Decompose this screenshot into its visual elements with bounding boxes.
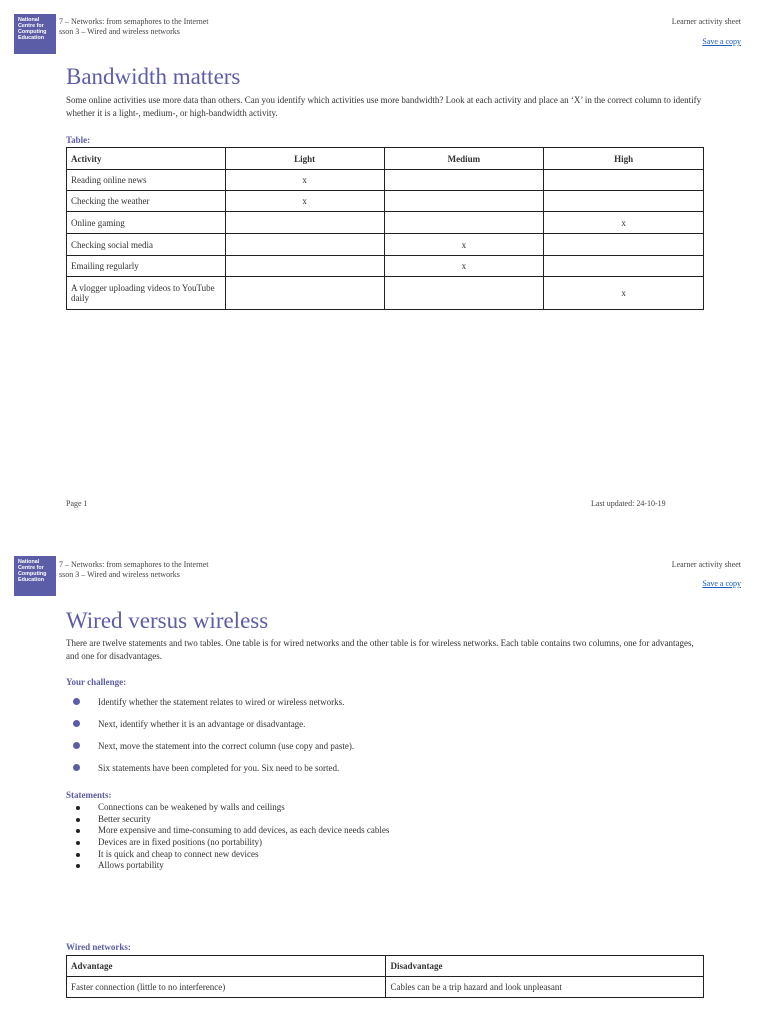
statements-list	[66, 802, 389, 872]
unit-line: 7 – Networks: from semaphores to the Internet	[59, 17, 209, 26]
list-item	[66, 740, 354, 762]
high-cell[interactable]	[544, 191, 704, 212]
table-row	[67, 234, 704, 256]
bullet-dot-icon	[73, 720, 80, 727]
challenge-text: Next, identify whether it is an advantage or disadvantage.	[98, 719, 306, 729]
table-header-row	[67, 148, 704, 170]
sheet-label: Learner activity sheet	[671, 17, 741, 26]
challenge-label: Your challenge:	[66, 677, 127, 687]
medium-cell[interactable]	[384, 212, 544, 234]
sheet-label: Learner activity sheet	[671, 560, 741, 569]
header-unit-info	[59, 17, 209, 37]
statement-text: Allows portability	[98, 860, 164, 871]
activity-cell[interactable]: Checking social media	[67, 234, 226, 256]
table-label: Table:	[66, 135, 91, 145]
bullet-dot-icon	[76, 806, 80, 810]
bullet-dot-icon	[76, 853, 80, 857]
light-cell[interactable]: x	[225, 191, 384, 212]
statement-text: Better security	[98, 813, 151, 824]
medium-cell[interactable]	[384, 277, 544, 310]
activity-cell[interactable]: Emailing regularly	[67, 256, 226, 277]
statement-text: Connections can be weakened by walls and ceilings	[98, 802, 285, 812]
light-cell[interactable]	[225, 212, 384, 234]
header-light: Light	[225, 148, 384, 170]
activity-cell[interactable]: Online gaming	[67, 212, 226, 234]
table-row	[67, 256, 704, 277]
activity-cell[interactable]: Reading online news	[67, 170, 226, 191]
table-row	[67, 277, 704, 310]
advantage-cell[interactable]: Faster connection (little to no interference)	[67, 977, 386, 998]
light-cell[interactable]	[225, 234, 384, 256]
list-item[interactable]	[66, 849, 389, 861]
bullet-dot-icon	[73, 742, 80, 749]
statement-text: More expensive and time-consuming to add devices, as each device needs cables	[98, 825, 390, 836]
medium-cell[interactable]: x	[384, 234, 544, 256]
bandwidth-table	[66, 147, 704, 310]
header-advantage: Advantage	[67, 956, 386, 977]
bullet-dot-icon	[76, 841, 80, 845]
challenge-text: Next, move the statement into the correct column (use copy and paste).	[98, 741, 355, 751]
statement-text: Devices are in fixed positions (no portability)	[98, 837, 262, 848]
list-item	[66, 762, 354, 784]
lesson-line: sson 3 – Wired and wireless networks	[59, 27, 180, 36]
challenge-text: Identify whether the statement relates to wired or wireless networks.	[98, 697, 345, 707]
header-unit-info	[59, 560, 209, 580]
header-activity: Activity	[67, 148, 226, 170]
save-a-copy-link[interactable]: Save a copy	[702, 37, 741, 46]
list-item[interactable]	[66, 837, 389, 849]
high-cell[interactable]	[544, 256, 704, 277]
statements-label: Statements:	[66, 790, 112, 800]
list-item	[66, 718, 354, 740]
header-high: High	[544, 148, 704, 170]
list-item[interactable]	[66, 814, 389, 826]
table-row	[67, 170, 704, 191]
bullet-dot-icon	[76, 818, 80, 822]
intro-text: There are twelve statements and two tables. One table is for wired networks and the other table is for wireless networks. Each table contains two columns, one for advantages, and one for disadvantages.	[66, 638, 694, 661]
high-cell[interactable]	[544, 234, 704, 256]
footer-page-number: Page 1	[66, 499, 88, 508]
save-a-copy-link[interactable]: Save a copy	[702, 579, 741, 588]
header-disadvantage: Disadvantage	[386, 956, 704, 977]
page-title: Wired versus wireless	[66, 608, 269, 633]
header-medium: Medium	[384, 148, 544, 170]
light-cell[interactable]	[225, 256, 384, 277]
light-cell[interactable]	[225, 277, 384, 310]
activity-cell[interactable]: Checking the weather	[67, 191, 226, 212]
medium-cell[interactable]: x	[384, 256, 544, 277]
unit-line: 7 – Networks: from semaphores to the Internet	[59, 560, 209, 569]
high-cell[interactable]: x	[544, 212, 704, 234]
table-row	[67, 191, 704, 212]
challenge-text: Six statements have been completed for you. Six need to be sorted.	[98, 763, 340, 773]
activity-cell[interactable]: A vlogger uploading videos to YouTube daily	[67, 277, 226, 310]
medium-cell[interactable]	[384, 170, 544, 191]
list-item[interactable]	[66, 860, 389, 872]
high-cell[interactable]: x	[544, 277, 704, 310]
table-row	[67, 212, 704, 234]
ncce-logo: National Centre for Computing Education	[14, 14, 56, 54]
disadvantage-cell[interactable]: Cables can be a trip hazard and look unpleasant	[386, 977, 704, 998]
bullet-dot-icon	[73, 698, 80, 705]
table-header-row	[67, 956, 704, 977]
medium-cell[interactable]	[384, 191, 544, 212]
footer-last-updated: Last updated: 24-10-19	[591, 499, 666, 508]
statement-text: It is quick and cheap to connect new devices	[98, 848, 259, 859]
high-cell[interactable]	[544, 170, 704, 191]
lesson-line: sson 3 – Wired and wireless networks	[59, 570, 180, 579]
table-row	[67, 977, 704, 998]
list-item[interactable]	[66, 825, 389, 837]
bullet-dot-icon	[76, 864, 80, 868]
challenge-list	[66, 696, 354, 784]
wired-networks-label: Wired networks:	[66, 942, 131, 952]
wired-networks-table	[66, 955, 704, 998]
bullet-dot-icon	[76, 829, 80, 833]
light-cell[interactable]: x	[225, 170, 384, 191]
page-title: Bandwidth matters	[66, 64, 241, 89]
bullet-dot-icon	[73, 764, 80, 771]
intro-text: Some online activities use more data than others. Can you identify which activities use more bandwidth? Look at each activity and place an ‘X’ in the correct column to identify whether it is a light-, medium-, or high-bandwidth activity.	[66, 95, 702, 118]
list-item[interactable]	[66, 802, 389, 814]
list-item	[66, 696, 354, 718]
ncce-logo: National Centre for Computing Education	[14, 556, 56, 596]
